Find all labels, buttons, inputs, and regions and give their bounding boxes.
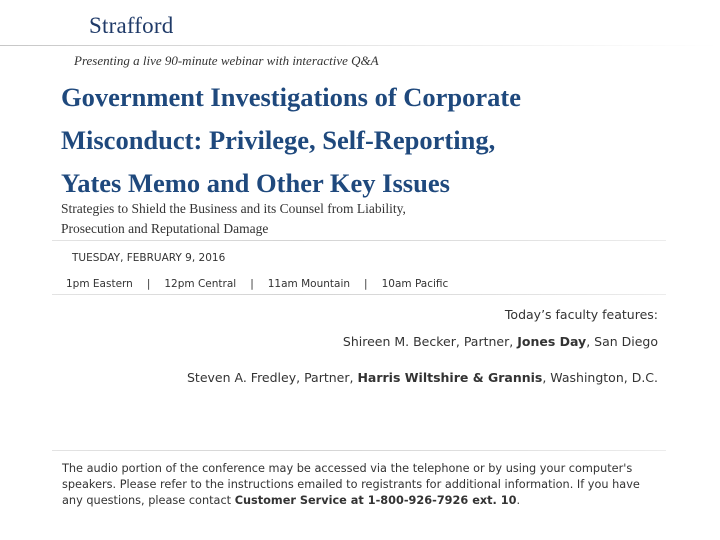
speaker-location: , San Diego xyxy=(586,334,658,349)
webinar-title xyxy=(61,76,661,205)
time-mountain: 11am Mountain xyxy=(267,278,351,290)
faculty-heading: Today’s faculty features: xyxy=(504,307,658,322)
title-line-2: Misconduct: Privilege, Self-Reporting, xyxy=(61,125,496,155)
title-line-1: Government Investigations of Corporate xyxy=(61,82,522,112)
time-pacific: 10am Pacific xyxy=(381,278,449,290)
audio-instructions-text: The audio portion of the conference may be accessed via the telephone or by using your computer's speakers. Please refer to the instructions emailed to registrants for additional information. If you have any questions, please contact xyxy=(62,462,640,507)
divider-bottom xyxy=(52,450,666,451)
divider-top xyxy=(52,240,666,241)
subtitle-line-2: Prosecution and Reputational Damage xyxy=(61,221,269,236)
speaker-name-role: Steven A. Fredley, Partner, xyxy=(187,370,358,385)
time-separator: | xyxy=(364,278,368,290)
audio-instructions xyxy=(62,461,662,509)
speaker-firm: Jones Day xyxy=(517,334,587,349)
webinar-tagline: Presenting a live 90-minute webinar with interactive Q&A xyxy=(74,53,379,68)
webinar-times xyxy=(66,278,448,290)
time-separator: | xyxy=(146,278,151,290)
webinar-date: TUESDAY, FEBRUARY 9, 2016 xyxy=(72,252,226,264)
strafford-logo: Strafford xyxy=(89,13,174,38)
speaker-firm: Harris Wiltshire & Grannis xyxy=(357,370,543,385)
header-divider xyxy=(0,45,720,46)
footer-period: . xyxy=(516,494,521,507)
time-separator: | xyxy=(250,278,254,290)
title-line-3: Yates Memo and Other Key Issues xyxy=(61,168,450,198)
customer-service-contact: Customer Service at 1-800-926-7926 ext. 10 xyxy=(234,494,517,507)
speaker-becker xyxy=(343,334,658,349)
divider-middle xyxy=(52,294,666,295)
speaker-name-role: Shireen M. Becker, Partner, xyxy=(342,334,518,349)
speaker-location: , Washington, D.C. xyxy=(542,370,658,385)
speaker-fredley xyxy=(187,370,658,385)
subtitle-line-1: Strategies to Shield the Business and its Counsel from Liability, xyxy=(61,201,406,216)
time-eastern: 1pm Eastern xyxy=(66,278,133,290)
time-central: 12pm Central xyxy=(164,278,237,290)
webinar-subtitle xyxy=(61,199,406,239)
